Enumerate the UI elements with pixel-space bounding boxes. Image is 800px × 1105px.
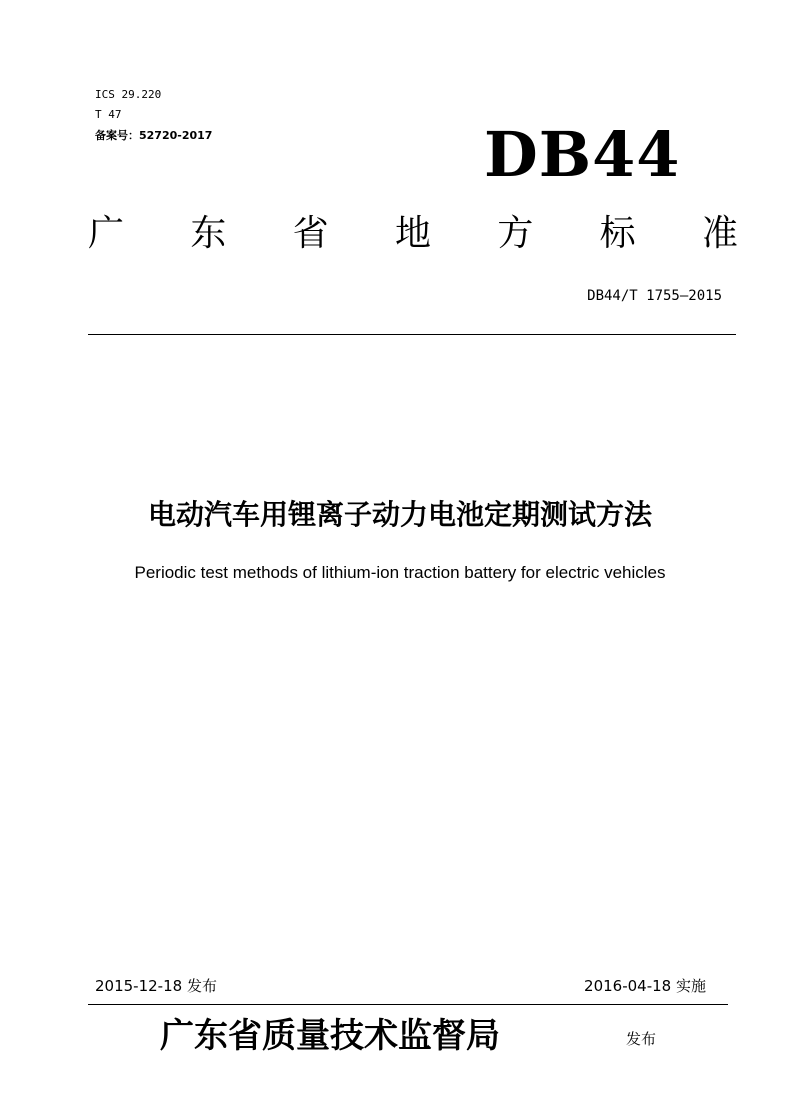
standard-code: DB44 <box>484 118 681 191</box>
standard-type-char: 广 <box>88 213 125 254</box>
classification-code: T 47 <box>95 108 122 121</box>
standard-type-heading <box>88 206 738 262</box>
header-divider <box>88 334 736 335</box>
document-title-english: Periodic test methods of lithium-ion traction battery for electric vehicles <box>134 563 666 582</box>
ics-code: ICS 29.220 <box>95 88 162 101</box>
implementation-date: 2016-04-18 实施 <box>584 977 706 995</box>
footer-divider <box>88 1004 728 1005</box>
filing-number: 备案号：52720-2017 <box>95 129 213 142</box>
standard-type-char: 省 <box>292 213 329 254</box>
standard-number: DB44/T 1755—2015 <box>587 288 722 304</box>
standard-type-char: 地 <box>394 213 431 254</box>
document-title-chinese: 电动汽车用锂离子动力电池定期测试方法 <box>147 498 652 531</box>
standard-type-char: 标 <box>599 213 636 254</box>
issuing-authority: 广东省质量技术监督局 <box>160 1016 500 1056</box>
standard-type-char: 准 <box>701 213 738 254</box>
issuing-label: 发布 <box>626 1030 657 1048</box>
standard-type-char: 东 <box>190 213 227 254</box>
issue-date: 2015-12-18 发布 <box>95 977 217 995</box>
standard-type-char: 方 <box>497 213 534 254</box>
